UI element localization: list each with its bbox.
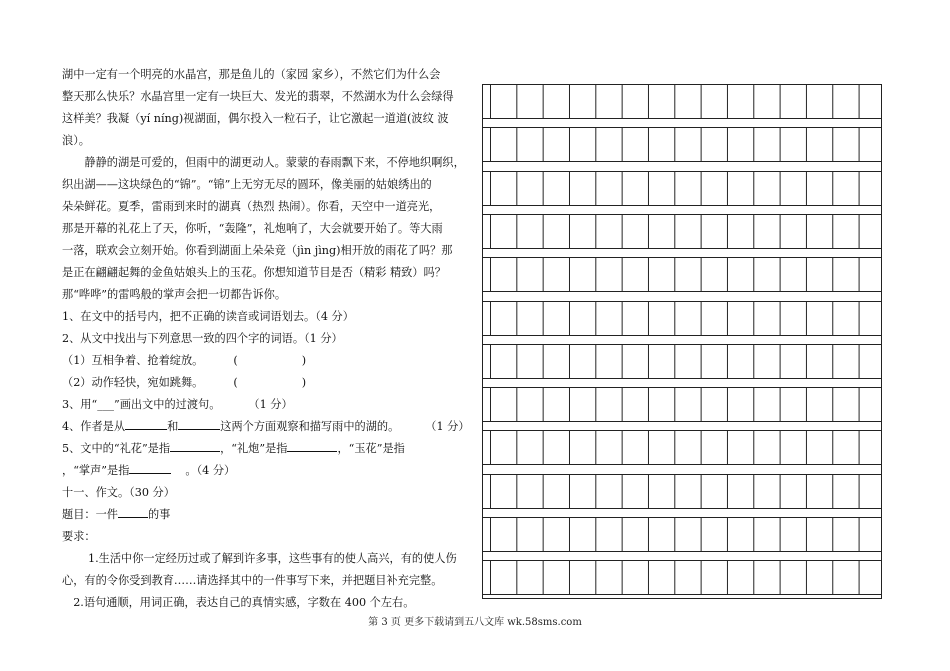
question-4-text-a: 4、作者是从	[62, 420, 126, 433]
question-2-item-2-text: （2）动作轻快，宛如跳舞。	[62, 376, 204, 389]
essay-topic-text-b: 的事	[147, 508, 171, 521]
question-5-line-1	[62, 438, 470, 460]
question-5-text-c: ，“玉花”是指	[337, 442, 405, 455]
question-3	[62, 394, 470, 416]
question-2-item-1-text: （1）互相争着、抢着绽放。	[62, 354, 204, 367]
passage-line: 这样美？我凝（yí níng)视湖面，偶尔投入一粒石子，让它激起一道道(波纹 波	[62, 112, 449, 125]
essay-topic	[62, 504, 470, 526]
question-2-item-2	[62, 372, 470, 394]
question-5-line-2	[62, 460, 470, 482]
passage-line: 整天那么快乐？水晶宫里一定有一块巨大、发光的翡翠，不然湖水为什么会绿得	[62, 90, 454, 103]
question-4-text-c: 这两个方面观察和描写雨中的湖的。	[220, 420, 400, 433]
question-3-text-b: ”画出文中的过渡句。	[114, 398, 221, 411]
essay-title-blank[interactable]	[118, 504, 148, 518]
grid-row[interactable]	[483, 257, 881, 292]
grid-row[interactable]	[483, 560, 881, 595]
left-column	[62, 64, 470, 614]
question-5-text-b: ，“礼炮”是指	[220, 442, 288, 455]
answer-blank[interactable]: ( )	[233, 354, 307, 367]
essay-requirement-2: 2.语句通顺，用词正确，表达自己的真情实感，字数在 400 个左右。	[73, 596, 415, 609]
passage-line: 那“哗哗”的雷鸣般的掌声会把一切都告诉你。	[62, 288, 287, 301]
question-2: 2、从文中找出与下列意思一致的四个字的词语。（1 分）	[62, 332, 343, 345]
answer-blank[interactable]	[178, 416, 220, 430]
essay-requirement-1: 1.生活中你一定经历过或了解到许多事，这些事有的使人高兴，有的使人伤	[88, 552, 457, 565]
passage-line: 浪）。	[62, 134, 90, 147]
grid-row[interactable]	[483, 127, 881, 162]
answer-blank[interactable]	[125, 416, 167, 430]
question-5-text-a: 5、文中的“礼花”是指	[62, 442, 171, 455]
question-4-text-b: 和	[167, 420, 179, 433]
essay-topic-text-a: 题目：一件	[62, 508, 118, 521]
question-4-score: （1 分）	[425, 420, 470, 433]
essay-requirement-1-cont: 心，有的令你受到教育……请选择其中的一件事写下来，并把题目补充完整。	[62, 574, 443, 587]
grid-row[interactable]	[483, 474, 881, 509]
grid-row[interactable]	[483, 517, 881, 552]
passage-line: 那是开幕的礼花上了天，你听，“轰隆”，礼炮响了，大会就要开始了。等大雨	[62, 222, 443, 235]
question-5-text-d: ，“掌声”是指	[62, 464, 130, 477]
underline-mark: ___	[97, 398, 114, 411]
question-2-item-1	[62, 350, 470, 372]
essay-requirements-label: 要求：	[62, 530, 96, 543]
answer-blank[interactable]	[129, 460, 171, 474]
passage-line: 织出湖——这块绿色的“锦”。“锦”上无穷无尽的圆环，像美丽的姑娘绣出的	[62, 178, 432, 191]
grid-row[interactable]	[483, 387, 881, 422]
passage-line: 一落，联欢会立刻开始。你看到湖面上朵朵竞（jìn jìng)相开放的雨花了吗？那	[62, 244, 453, 257]
passage-paragraph-1	[62, 64, 470, 152]
grid-row[interactable]	[483, 84, 881, 119]
answer-blank[interactable]	[170, 438, 220, 452]
question-3-text-a: 3、用“	[62, 398, 98, 411]
grid-row[interactable]	[483, 171, 881, 206]
question-5-text-e: 。（4 分）	[185, 464, 236, 477]
passage-paragraph-2	[62, 152, 470, 306]
essay-heading: 十一、作文。（30 分）	[62, 486, 175, 499]
grid-row[interactable]	[483, 301, 881, 336]
grid-row[interactable]	[483, 214, 881, 249]
writing-grid[interactable]	[482, 84, 882, 599]
question-4	[62, 416, 470, 438]
answer-blank[interactable]	[287, 438, 337, 452]
passage-line: 朵朵鲜花。夏季，雷雨到来时的湖真（热烈 热闹）。你看，天空中一道亮光，	[62, 200, 441, 213]
question-1: 1、在文中的括号内，把不正确的读音或词语划去。（4 分）	[62, 310, 354, 323]
question-3-score: （1 分）	[248, 398, 293, 411]
page-footer: 第 3 页 更多下载请到五八文库 wk.58sms.com	[368, 617, 582, 628]
grid-row[interactable]	[483, 430, 881, 465]
grid-row[interactable]	[483, 344, 881, 379]
passage-line: 湖中一定有一个明亮的水晶宫，那是鱼儿的（家园 家乡），不然它们为什么会	[62, 68, 441, 81]
passage-line: 静静的湖是可爱的，但雨中的湖更动人。蒙蒙的春雨飘下来，不停地织啊织，	[84, 156, 465, 169]
passage-line: 是正在翩翩起舞的金鱼姑娘头上的玉花。你想知道节目是否（精彩 精致）吗？	[62, 266, 446, 279]
answer-blank[interactable]: ( )	[233, 376, 307, 389]
